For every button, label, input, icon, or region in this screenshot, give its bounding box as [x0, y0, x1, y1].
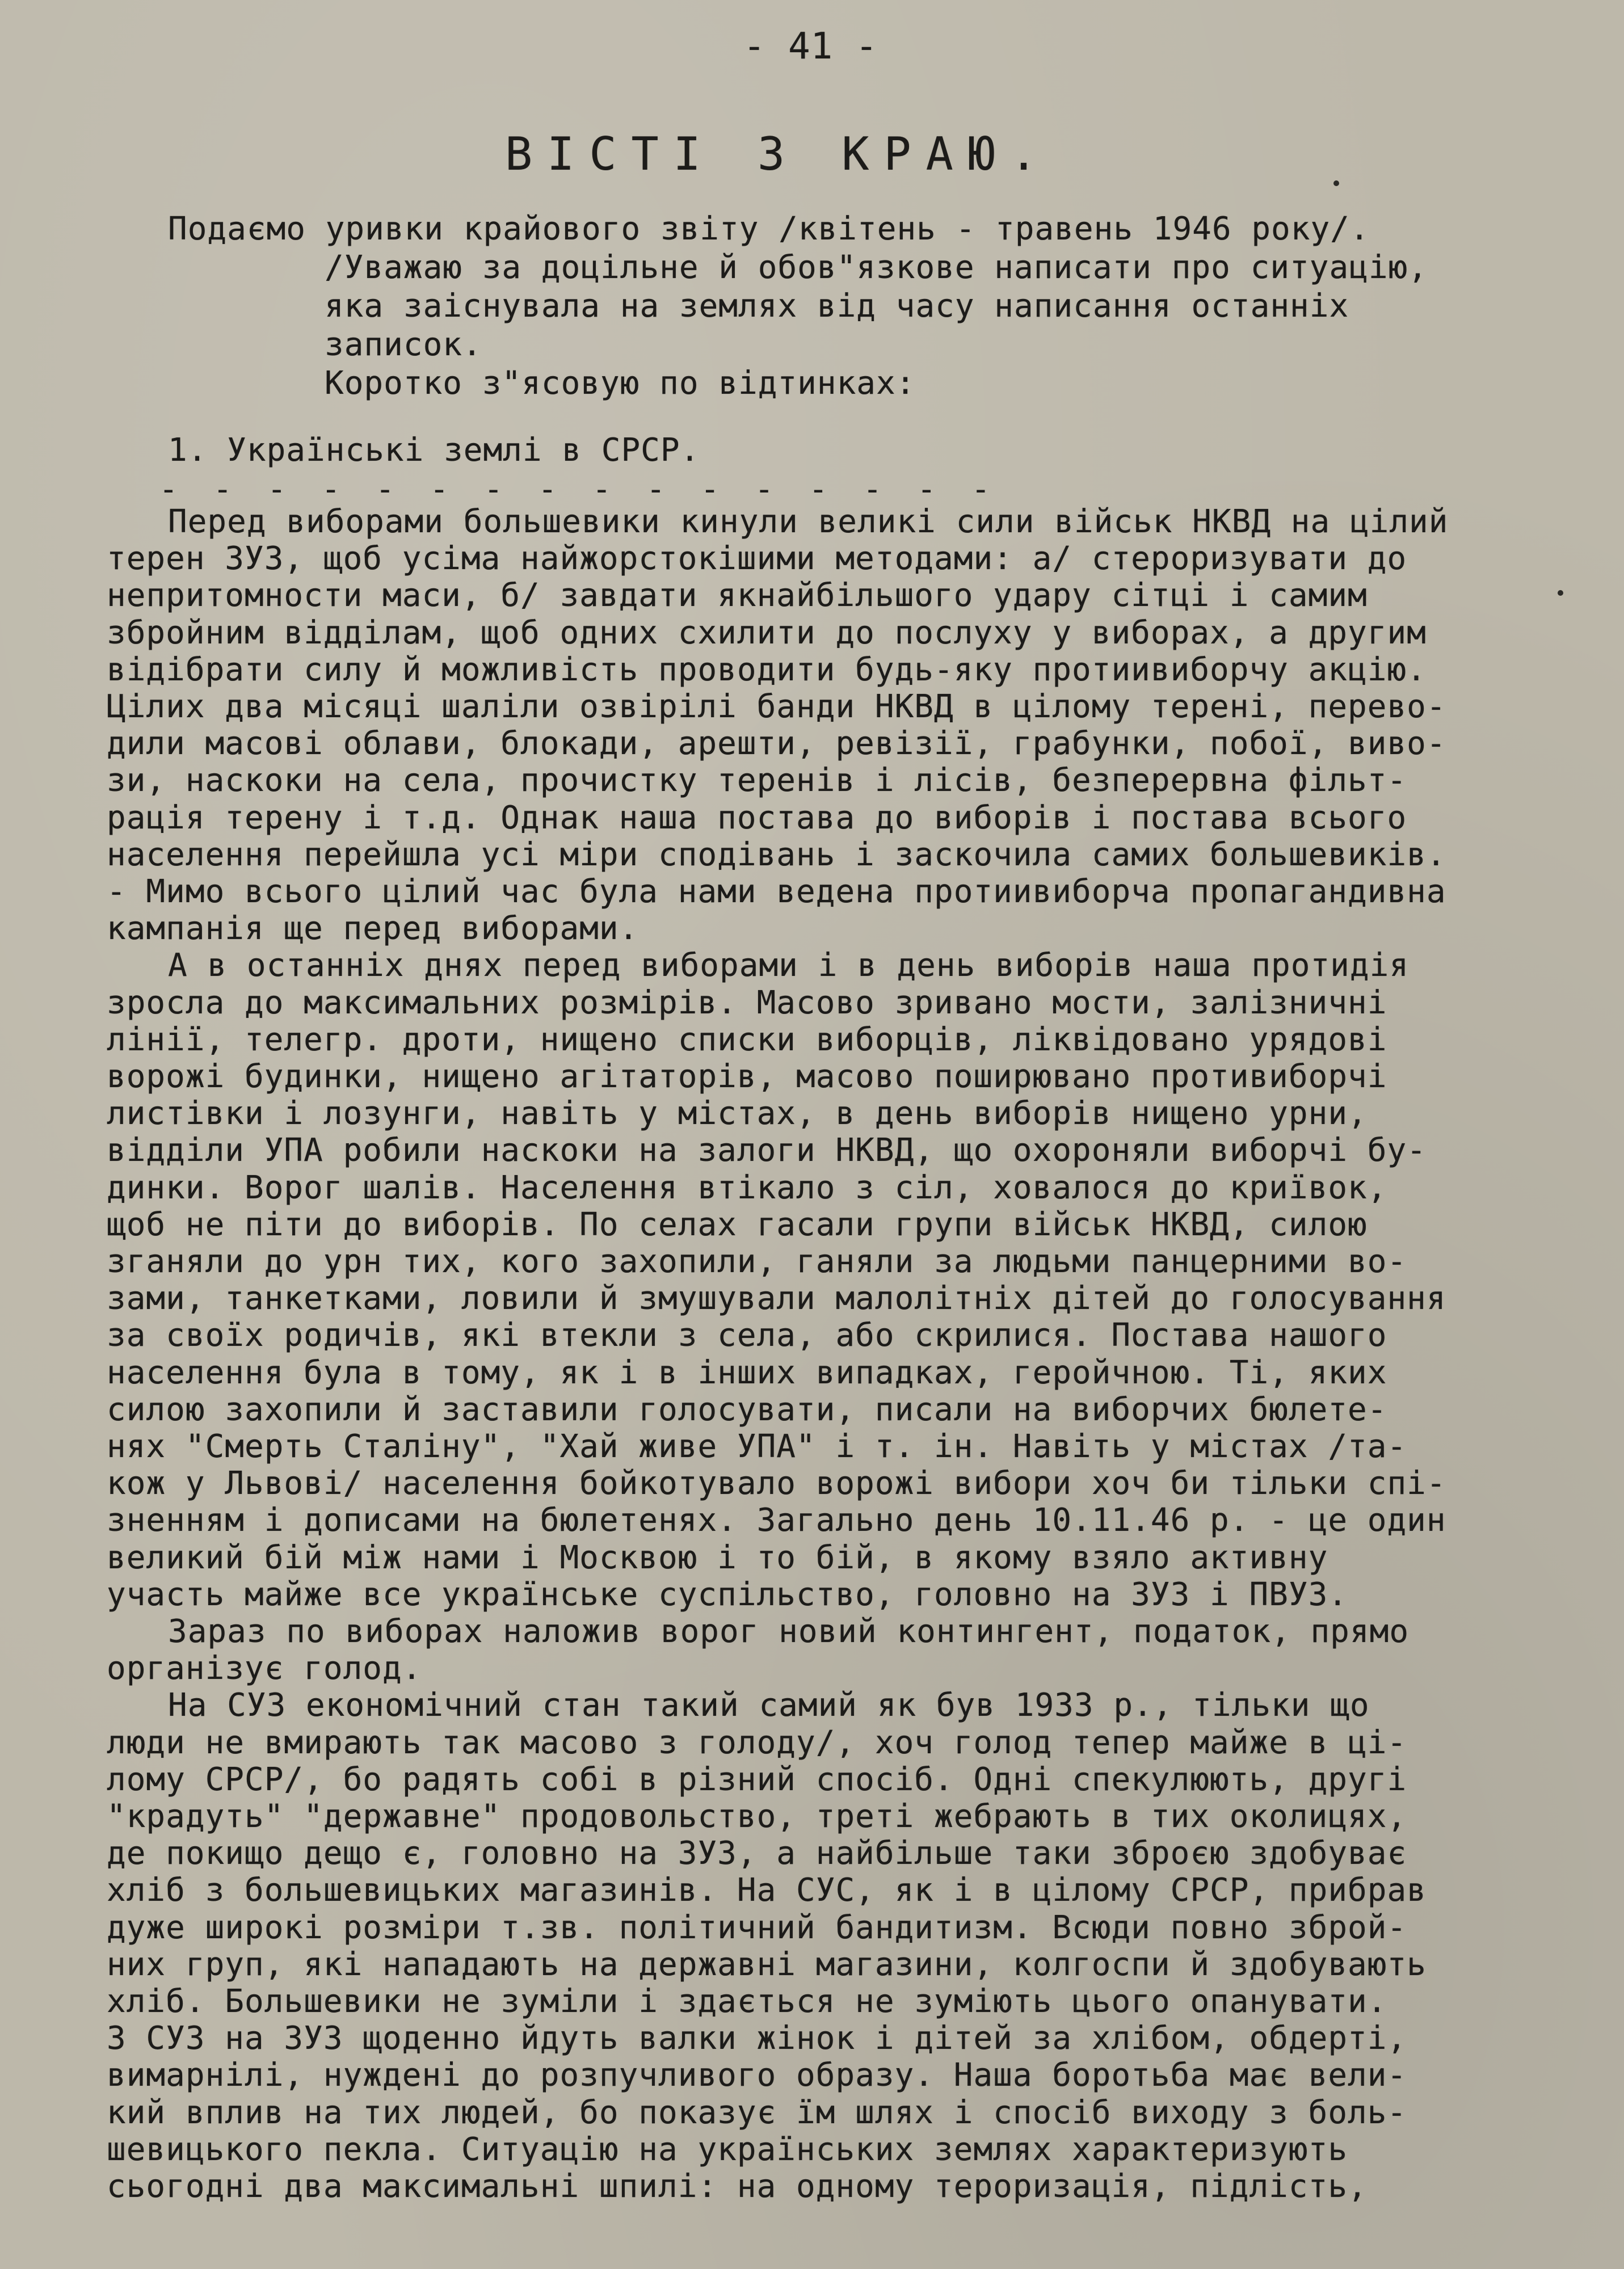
body-line: нях "Смерть Сталіну", "Хай живе УПА" і т. ін. Навіть у містах /та-	[107, 1428, 1407, 1465]
paper-speck	[1558, 590, 1563, 596]
intro-line: /Уважаю за доцільне й обов"язкове написати про ситуацію,	[325, 249, 1428, 286]
body-line: дили масові облави, блокади, арешти, ревізії, грабунки, побої, виво-	[107, 725, 1446, 762]
body-line: сьогодні два максимальні шпилі: на одному тероризація, підлість,	[107, 2168, 1368, 2205]
body-line: шевицького пекла. Ситуацію на українських землях характеризують	[107, 2131, 1348, 2168]
body-line: динки. Ворог шалів. Населення втікало з сіл, ховалося до криївок,	[107, 1169, 1387, 1206]
body-line: великий бій між нами і Москвою і то бій, в якому взяло активну	[107, 1539, 1328, 1576]
body-line: силою захопили й заставили голосувати, писали на виборчих бюлете-	[107, 1391, 1387, 1428]
body-line: терен ЗУЗ, щоб усіма найжорстокішими методами: а/ стероризувати до	[107, 540, 1407, 577]
body-line: хліб. Большевики не зуміли і здається не зуміють цього опанувати.	[107, 1983, 1387, 2020]
body-line: щоб не піти до виборів. По селах гасали групи військ НКВД, силою	[107, 1206, 1368, 1243]
body-line: зи, наскоки на села, прочистку теренів і лісів, безперервна фільт-	[107, 762, 1407, 799]
body-line: за своїх родичів, які втекли з села, або скрилися. Постава нашого	[107, 1317, 1387, 1354]
body-line: зненням і дописами на бюлетенях. Загально день 10.11.46 р. - це один	[107, 1502, 1446, 1539]
body-line: На СУЗ економічний стан такий самий як був 1933 р., тільки що	[168, 1687, 1370, 1724]
body-line: дуже широкі розміри т.зв. політичний бандитизм. Всюди повно збрoй-	[107, 1909, 1407, 1946]
section-heading-underline: - - - - - - - - - - - - - - - -	[159, 471, 999, 508]
body-line: населення була в тому, як і в інших випадках, геройчною. Ті, яких	[107, 1354, 1387, 1391]
body-line: відділи УПА робили наскоки на залоги НКВД, що охороняли виборчі бу-	[107, 1132, 1427, 1169]
body-line: організує голод.	[107, 1650, 422, 1687]
body-line: - Мимо всього цілий час була нами ведена протиивиборча пропагандивна	[107, 873, 1446, 910]
body-line: кий вплив на тих людей, бо показує їм шлях і спосіб виходу з боль-	[107, 2094, 1407, 2131]
body-line: Перед виборами большевики кинули великі сили військ НКВД на цілий	[168, 503, 1449, 540]
body-line: хліб з большевицьких магазинів. На СУС, як і в цілому СРСР, прибрав	[107, 1872, 1427, 1909]
body-line: Зараз по виборах наложив ворог новий контингент, податок, прямо	[168, 1613, 1410, 1650]
body-line: лінії, телегр. дроти, нищено списки виборців, ліквідовано урядові	[107, 1021, 1387, 1058]
body-line: рація терену і т.д. Однак наша постава до виборів і постава всього	[107, 799, 1407, 836]
paper-speck	[1333, 180, 1339, 186]
body-line: вимарнілі, нуждені до розпучливого образу. Наша боротьба має вели-	[107, 2057, 1407, 2094]
page-title: ВІСТІ З КРАЮ.	[505, 128, 1053, 180]
body-line: зганяли до урн тих, кого захопили, ганяли за людьми панцерними во-	[107, 1243, 1407, 1280]
body-line: відібрати силу й можливість проводити будь-яку протиивиборчу акцію.	[107, 651, 1427, 688]
intro-line: Коротко з"ясовую по відтинках:	[325, 365, 916, 402]
body-line: "крадуть" "державне" продовольство, треті жебрають в тих околицях,	[107, 1798, 1407, 1835]
body-line: Цілих два місяці шаліли озвірілі банди НКВД в цілому терені, перево-	[107, 688, 1446, 725]
body-line: непритомности маси, б/ завдати якнайбільшого удару сітці і самим	[107, 577, 1368, 614]
body-line: зросла до максимальних розмірів. Масово зривано мости, залізничні	[107, 984, 1387, 1021]
section-heading: 1. Українські землі в СРСР.	[168, 432, 700, 469]
body-line: кампанія ще перед виборами.	[107, 910, 639, 947]
body-line: листівки і лозунги, навіть у містах, в день виборів нищено урни,	[107, 1095, 1368, 1132]
page-number: - 41 -	[743, 26, 878, 68]
body-line: лому СРСР/, бо радять собі в різний спосіб. Одні спекулюють, другі	[107, 1761, 1407, 1798]
body-line: кож у Львові/ населення бойкотувало ворожі вибори хоч би тільки спі-	[107, 1465, 1446, 1502]
body-line: населення перейшла усі міри сподівань і заскочила самих большевиків.	[107, 836, 1446, 873]
intro-line: Подаємо уривки крайового звіту /квітень - травень 1946 року/.	[168, 211, 1370, 247]
body-line: ворожі будинки, нищено агітаторів, масово поширювано противиборчі	[107, 1058, 1387, 1095]
body-line: де покищо дещо є, головно на ЗУЗ, а найбільше таки зброєю здобуває	[107, 1835, 1407, 1872]
body-line: них груп, які нападають на державні магазини, колгоспи й здобувають	[107, 1946, 1427, 1983]
body-line: зами, танкетками, ловили й змушували малолітніх дітей до голосування	[107, 1280, 1446, 1317]
body-line: люди не вмирають так масово з голоду/, хоч голод тепер майже в ці-	[107, 1724, 1407, 1761]
body-line: збройним відділам, щоб одних схилити до послуху у виборах, а другим	[107, 614, 1427, 651]
body-line: З СУЗ на ЗУЗ щоденно йдуть валки жінок і дітей за хлібом, обдерті,	[107, 2020, 1407, 2057]
intro-line: записок.	[325, 326, 482, 363]
body-line: участь майже все українське суспільство, головно на ЗУЗ і ПВУЗ.	[107, 1576, 1348, 1613]
intro-line: яка заіснувала на землях від часу написання останніх	[325, 288, 1349, 325]
body-line: А в останніх днях перед виборами і в день виборів наша протидія	[168, 947, 1410, 984]
